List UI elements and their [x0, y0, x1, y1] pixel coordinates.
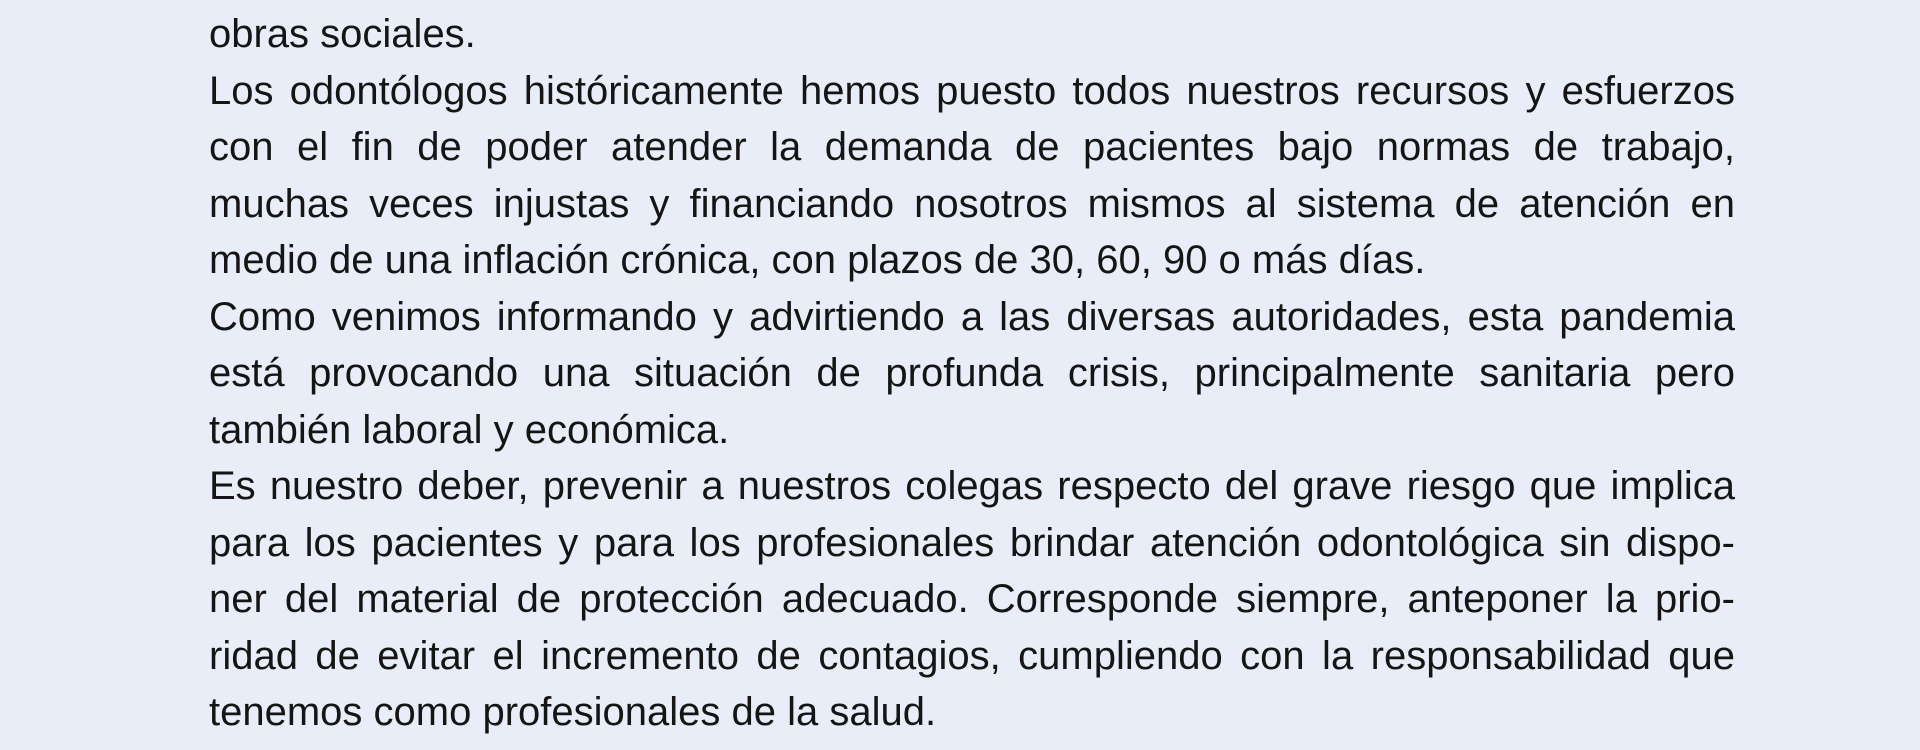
text-line-11: ner del material de protección adecuado. Corresponde siempre, anteponer la prio-: [209, 577, 1735, 621]
text-line-6: Como venimos informando y advirtiendo a las diversas autoridades, esta pandemia: [209, 294, 1735, 339]
text-line-1: obras sociales.: [209, 12, 476, 56]
text-line-10: para los pacientes y para los profesionales brindar atención odontológica sin dispo-: [209, 520, 1735, 565]
text-line-2: Los odontólogos históricamente hemos puesto todos nuestros recursos y esfuerzos: [209, 68, 1735, 113]
document-text-column: [209, 6, 1735, 741]
text-line-13: tenemos como profesionales de la salud.: [209, 690, 937, 734]
text-line-7: está provocando una situación de profunda crisis, principalmente sanitaria pero: [209, 351, 1735, 395]
text-line-12: ridad de evitar el incremento de contagios, cumpliendo con la responsabilidad que: [209, 633, 1735, 678]
text-line-8: también laboral y económica.: [209, 407, 730, 452]
text-line-5: medio de una inflación crónica, con plazos de 30, 60, 90 o más días.: [209, 238, 1426, 282]
text-line-9: Es nuestro deber, prevenir a nuestros colegas respecto del grave riesgo que implica: [209, 464, 1735, 508]
text-line-4: muchas veces injustas y financiando nosotros mismos al sistema de atención en: [209, 181, 1735, 226]
text-line-3: con el fin de poder atender la demanda de pacientes bajo normas de trabajo,: [209, 125, 1735, 169]
